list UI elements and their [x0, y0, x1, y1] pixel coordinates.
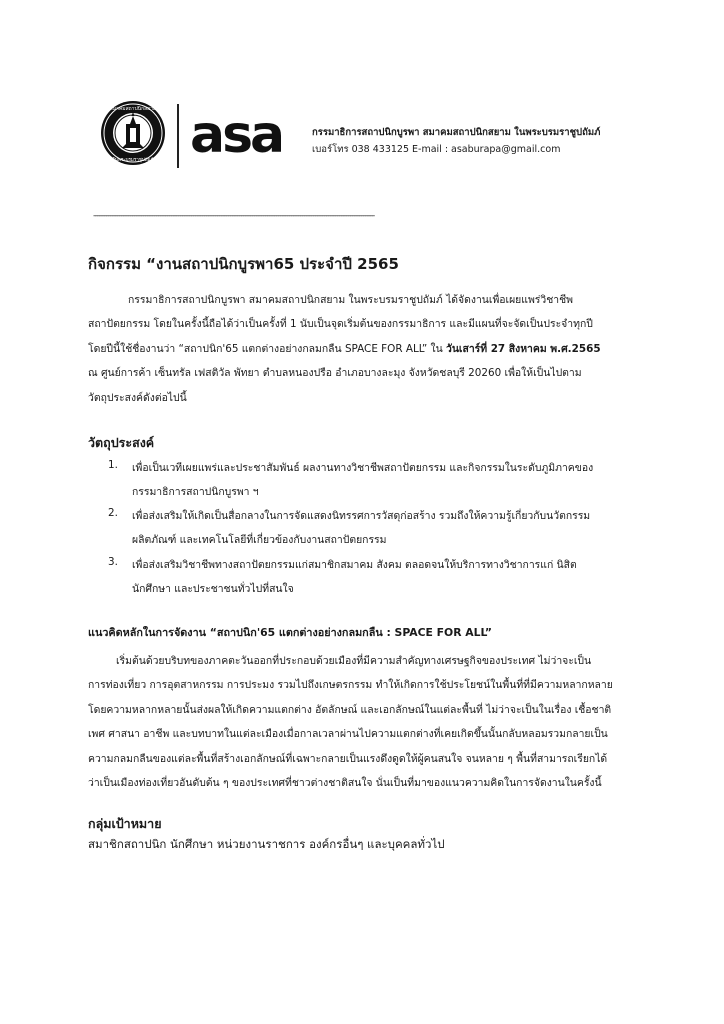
concept-line: โดยความหลากหลายนั้นส่งผลให้เกิดความแตกต่าง อัตลักษณ์ และเอกลักษณ์ในแต่ละพื้นที่ ไม่ว่าจะเป็นในเรื่อง เชื้อชาติ — [88, 704, 612, 716]
svg-text:ในพระบรมราชูปถัมภ์: ในพระบรมราชูปถัมภ์ — [112, 158, 154, 163]
intro-line: วัตถุประสงค์ดังต่อไปนี้ — [88, 392, 187, 404]
objective-text: กรรมาธิการสถาปนิกบูรพา ฯ — [132, 486, 259, 498]
event-date: วันเสาร์ที่ 27 สิงหาคม พ.ศ.2565 — [445, 343, 601, 355]
concept-line: เริ่มต้นด้วยบริบทของภาคตะวันออกที่ประกอบด้วยเมืองที่มีความสำคัญทางเศรษฐกิจของประเทศ ไม่ว่าจะเป็น — [116, 655, 592, 667]
concept-line: เพศ ศาสนา อาชีพ และบทบาทในแต่ละเมืองเมื่อกาลเวลาผ่านไปความแตกต่างที่เคยเกิดขึ้นนั้นกลับหลอมรวมกลายเป็น — [88, 728, 608, 740]
concept-line: ว่าเป็นเมืองท่องเที่ยวอันดับต้น ๆ ของประเทศที่ชาวต่างชาติสนใจ นั่นเป็นที่มาของแนวความคิดในการจัดงานในครั้งนี้ — [88, 777, 602, 789]
org-name: กรรมาธิการสถาปนิกบูรพา สมาคมสถาปนิกสยาม ในพระบรมราชูปถัมภ์ — [312, 127, 601, 138]
intro-line — [88, 340, 601, 357]
intro-text: โดยปีนี้ใช้ชื่องานว่า “สถาปนิก'65 แตกต่างอย่างกลมกลืน SPACE FOR ALL” ใน — [88, 343, 446, 355]
objective-text: ผลิตภัณฑ์ และเทคโนโลยีที่เกี่ยวข้องกับงานสถาปัตยกรรม — [132, 534, 387, 546]
objective-text: เพื่อส่งเสริมวิชาชีพทางสถาปัตยกรรมแก่สมาชิกสมาคม สังคม ตลอดจนให้บริการทางวิชาการแก่ นิสิต — [132, 559, 577, 571]
objective-number: 3. — [108, 556, 118, 568]
contact-info: เบอร์โทร 038 433125 E-mail : asaburapa@gmail.com — [312, 144, 561, 155]
svg-text:asa: asa — [190, 110, 283, 160]
target-heading: กลุ่มเป้าหมาย — [88, 816, 162, 831]
intro-line: กรรมาธิการสถาปนิกบูรพา สมาคมสถาปนิกสยาม ในพระบรมราชูปถัมภ์ ได้จัดงานเพื่อเผยแพร่วิชาชีพ — [128, 294, 574, 306]
intro-line: ณ ศูนย์การค้า เซ็นทรัล เฟสติวัล พัทยา ตำบลหนองปรือ อำเภอบางละมุง จังหวัดชลบุรี 20260 เพื่อให้เป็นไปตาม — [88, 367, 582, 379]
objective-number: 2. — [108, 507, 118, 519]
concept-line: ความกลมกลืนของแต่ละพื้นที่สร้างเอกลักษณ์ที่เฉพาะกลายเป็นแรงดึงดูดให้ผู้คนสนใจ จนหลาย ๆ พื้นที่สามารถเรียกได้ — [88, 753, 608, 765]
objectives-heading: วัตถุประสงค์ — [88, 435, 155, 450]
concept-heading: แนวคิดหลักในการจัดงาน “สถาปนิก'65 แตกต่างอย่างกลมกลืน : SPACE FOR ALL” — [88, 626, 492, 639]
header-divider-line — [177, 104, 179, 168]
concept-line: การท่องเที่ยว การอุตสาหกรรม การประมง รวมไปถึงเกษตรกรรม ทำให้เกิดการใช้ประโยชน์ในพื้นที่ที่มีความหลากหลาย — [88, 679, 613, 691]
svg-text:สมาคมสถาปนิกสยาม: สมาคมสถาปนิกสยาม — [109, 106, 157, 112]
intro-line: สถาปัตยกรรม โดยในครั้งนี้ถือได้ว่าเป็นครั้งที่ 1 นับเป็นจุดเริ่มต้นของกรรมาธิการ และมีแผนที่จะจัดเป็นประจำทุกปี — [88, 318, 593, 330]
objective-number: 1. — [108, 459, 118, 471]
divider-dashes: -------------------------------------------------------------------------------------------------------------------------------------------------------- — [93, 211, 374, 221]
target-text: สมาชิกสถาปนิก นักศึกษา หน่วยงานราชการ องค์กรอื่นๆ และบุคคลทั่วไป — [88, 837, 445, 851]
page-title: กิจกรรม “งานสถาปนิกบูรพา65 ประจำปี 2565 — [88, 255, 399, 273]
objective-text: นักศึกษา และประชาชนทั่วไปที่สนใจ — [132, 583, 294, 595]
asa-logo — [190, 110, 295, 160]
objective-text: เพื่อส่งเสริมให้เกิดเป็นสื่อกลางในการจัดแสดงนิทรรศการวัสดุก่อสร้าง รวมถึงให้ความรู้เกี่ยวกับนวัตกรรม — [132, 510, 591, 522]
objective-text: เพื่อเป็นเวทีเผยแพร่และประชาสัมพันธ์ ผลงานทางวิชาชีพสถาปัตยกรรม และกิจกรรมในระดับภูมิภาคของ — [132, 462, 594, 474]
asa-seal-logo — [100, 100, 166, 166]
